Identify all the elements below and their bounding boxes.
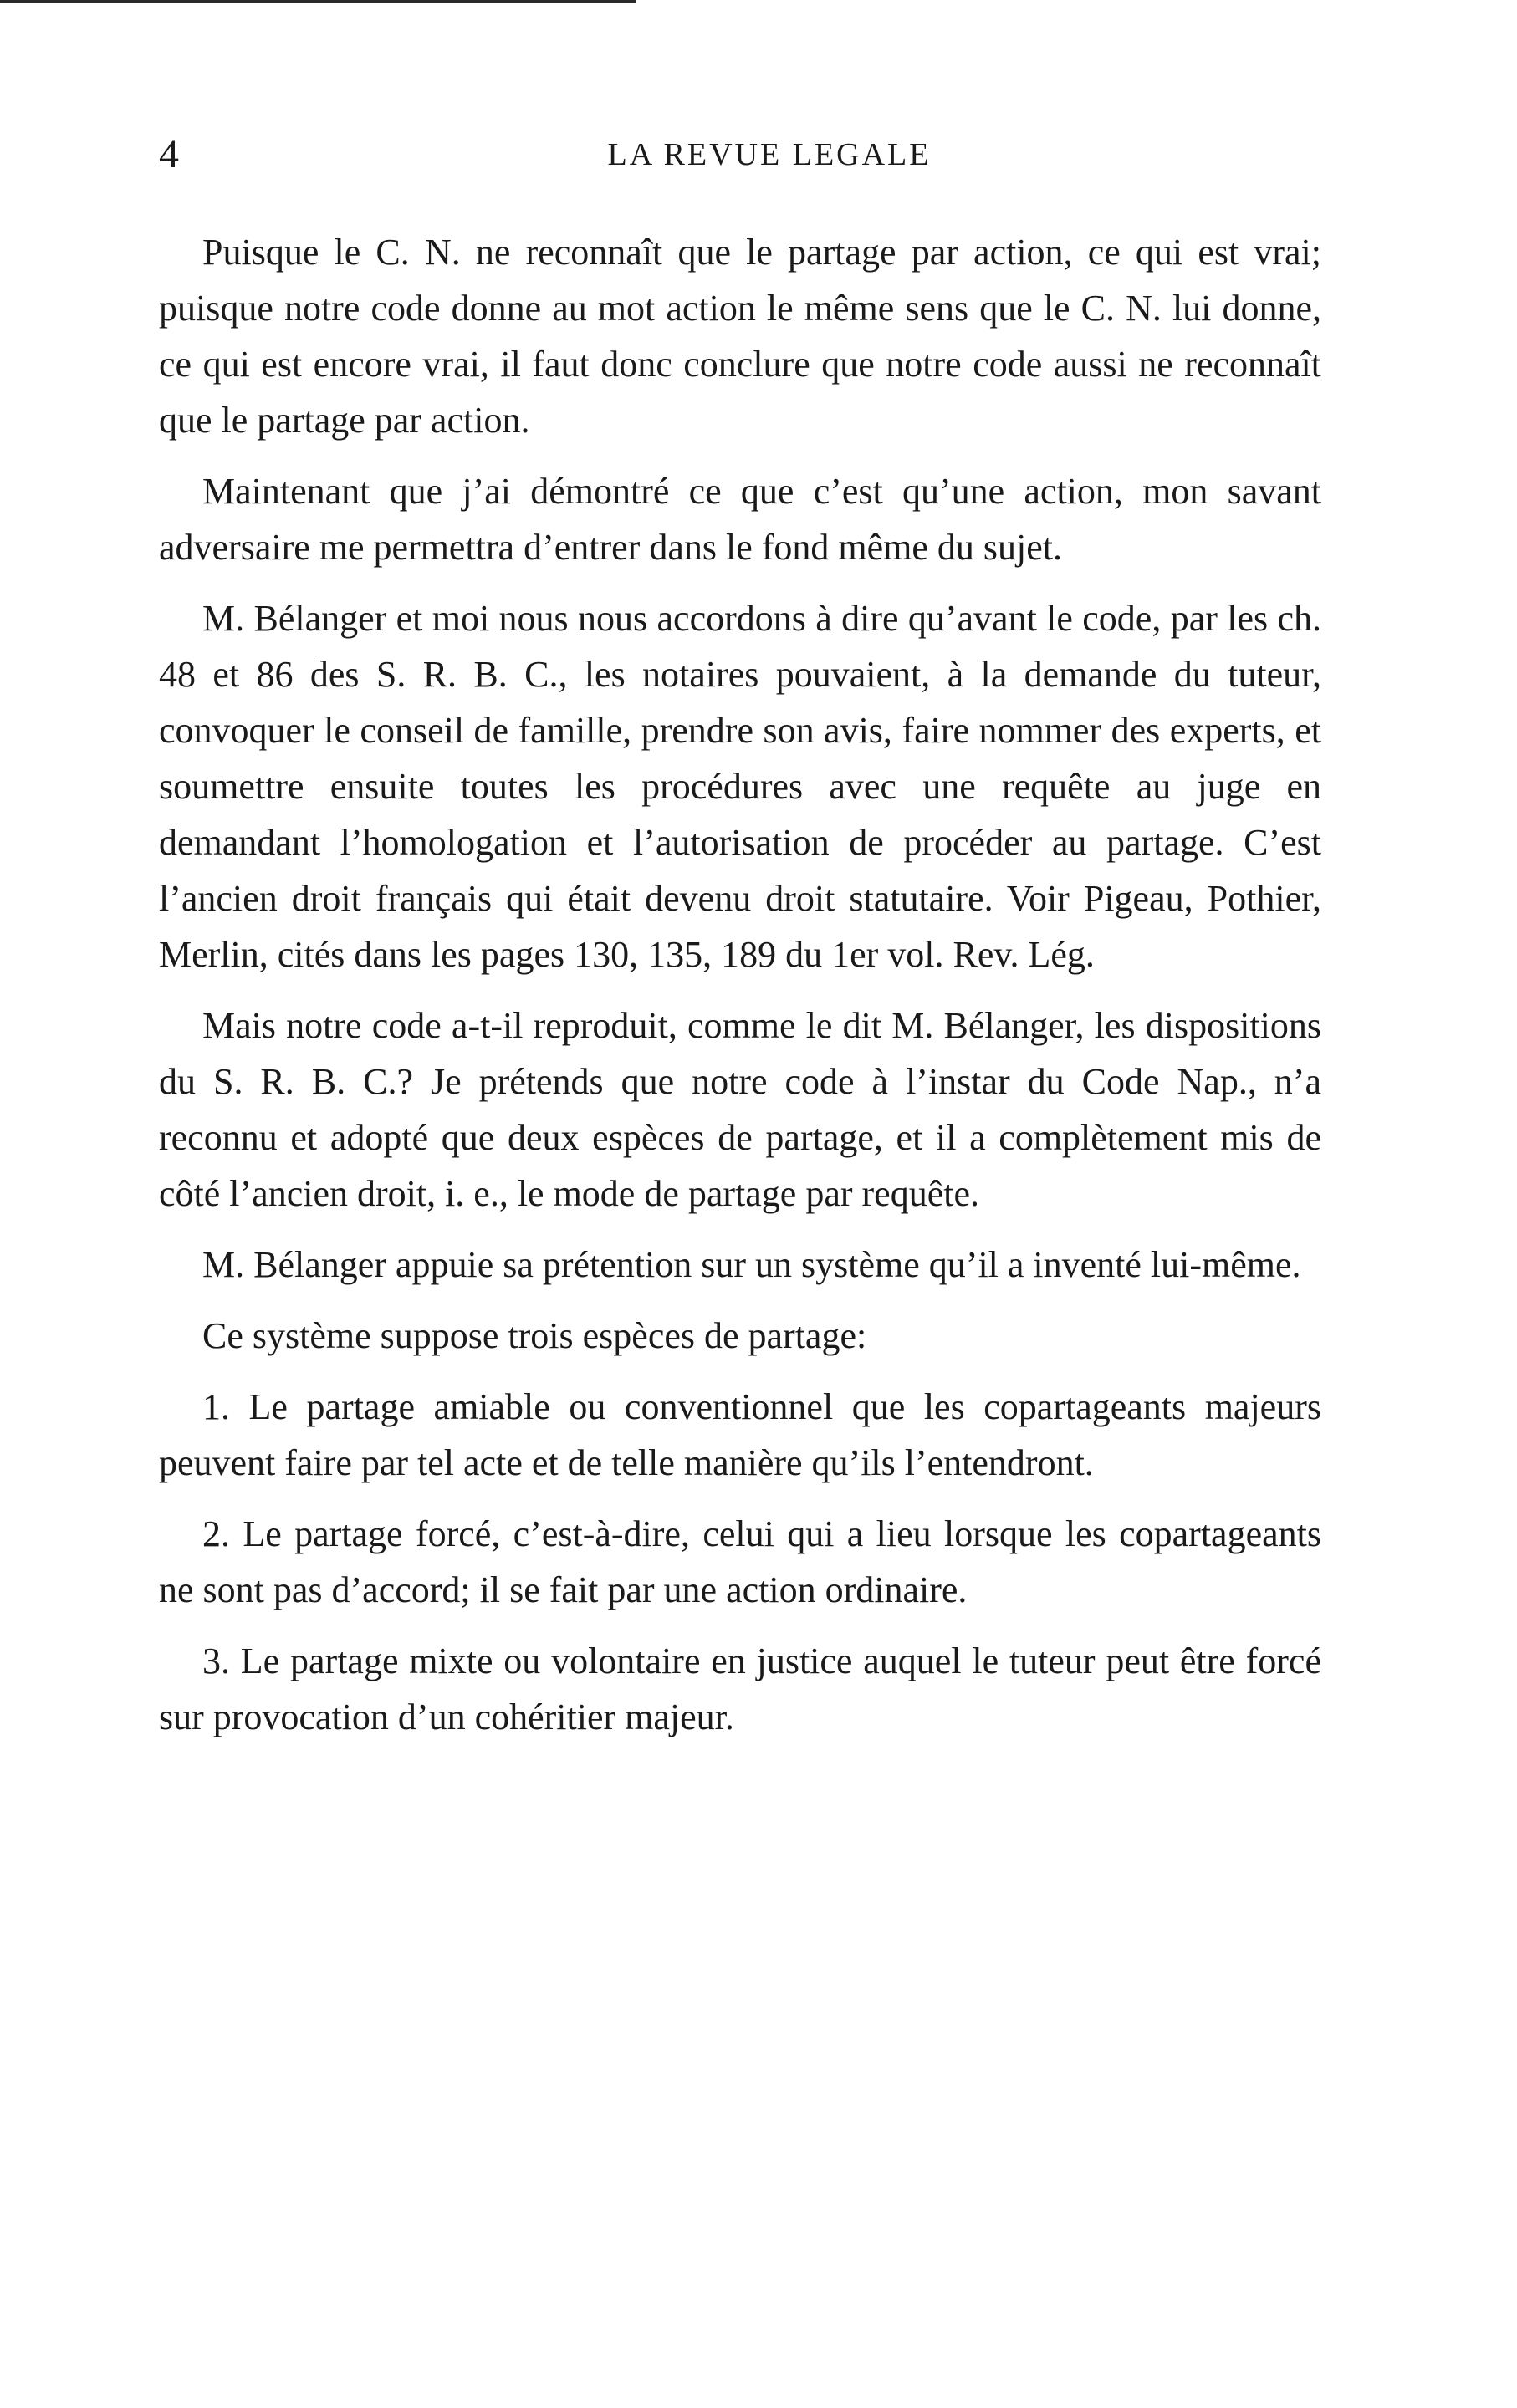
paragraph: Ce système suppose trois espèces de partage: (202, 1315, 867, 1356)
paragraph: M. Bélanger et moi nous nous accordons à dire qu’avant le code, par les ch. 48 et 86 des S. R. B. C., les notaires pouvaient, à la demande du tuteur, convoquer le conseil de famille, prendre son avis, faire nommer des experts, et soumettre ensuite toutes les procédures avec une requête au juge en demandant l’homologation et l’autorisation de procéder au partage. C’est l’ancien droit français qui était devenu droit statutaire. Voir Pigeau, Pothier, Merlin, cités dans les pages 130, 135, 189 du 1er vol. Rev. Lég. (159, 598, 1321, 975)
paragraph: Maintenant que j’ai démontré ce que c’est qu’une action, mon savant adversaire me permettra d’entrer dans le fond même du sujet. (159, 471, 1321, 568)
list-item: 3. Le partage mixte ou volontaire en justice auquel le tuteur peut être forcé sur provocation d’un cohéritier majeur. (159, 1640, 1321, 1737)
paragraph: Puisque le C. N. ne reconnaît que le partage par action, ce qui est vrai; puisque notre code donne au mot action le même sens que le C. N. lui donne, ce qui est encore vrai, il faut donc conclure que notre code aussi ne reconnaît que le partage par action. (159, 232, 1321, 441)
running-head: LA REVUE LEGALE (607, 137, 932, 172)
top-rule (0, 0, 636, 3)
page-number: 4 (159, 132, 179, 176)
list-item: 1. Le partage amiable ou conventionnel que les copartageants majeurs peuvent faire par tel acte et de telle manière qu’ils l’entendront. (159, 1386, 1321, 1483)
body-text (159, 224, 1321, 1760)
page-header (159, 125, 1380, 184)
list-item: 2. Le partage forcé, c’est-à-dire, celui qui a lieu lorsque les copartageants ne sont pas d’accord; il se fait par une action ordinaire. (159, 1513, 1321, 1610)
paragraph: Mais notre code a-t-il reproduit, comme le dit M. Bélanger, les dispositions du S. R. B. C.? Je prétends que notre code à l’instar du Code Nap., n’a reconnu et adopté que deux espèces de partage, et il a complètement mis de côté l’ancien droit, i. e., le mode de partage par requête. (159, 1005, 1321, 1214)
paragraph: M. Bélanger appuie sa prétention sur un système qu’il a inventé lui-même. (202, 1244, 1301, 1285)
